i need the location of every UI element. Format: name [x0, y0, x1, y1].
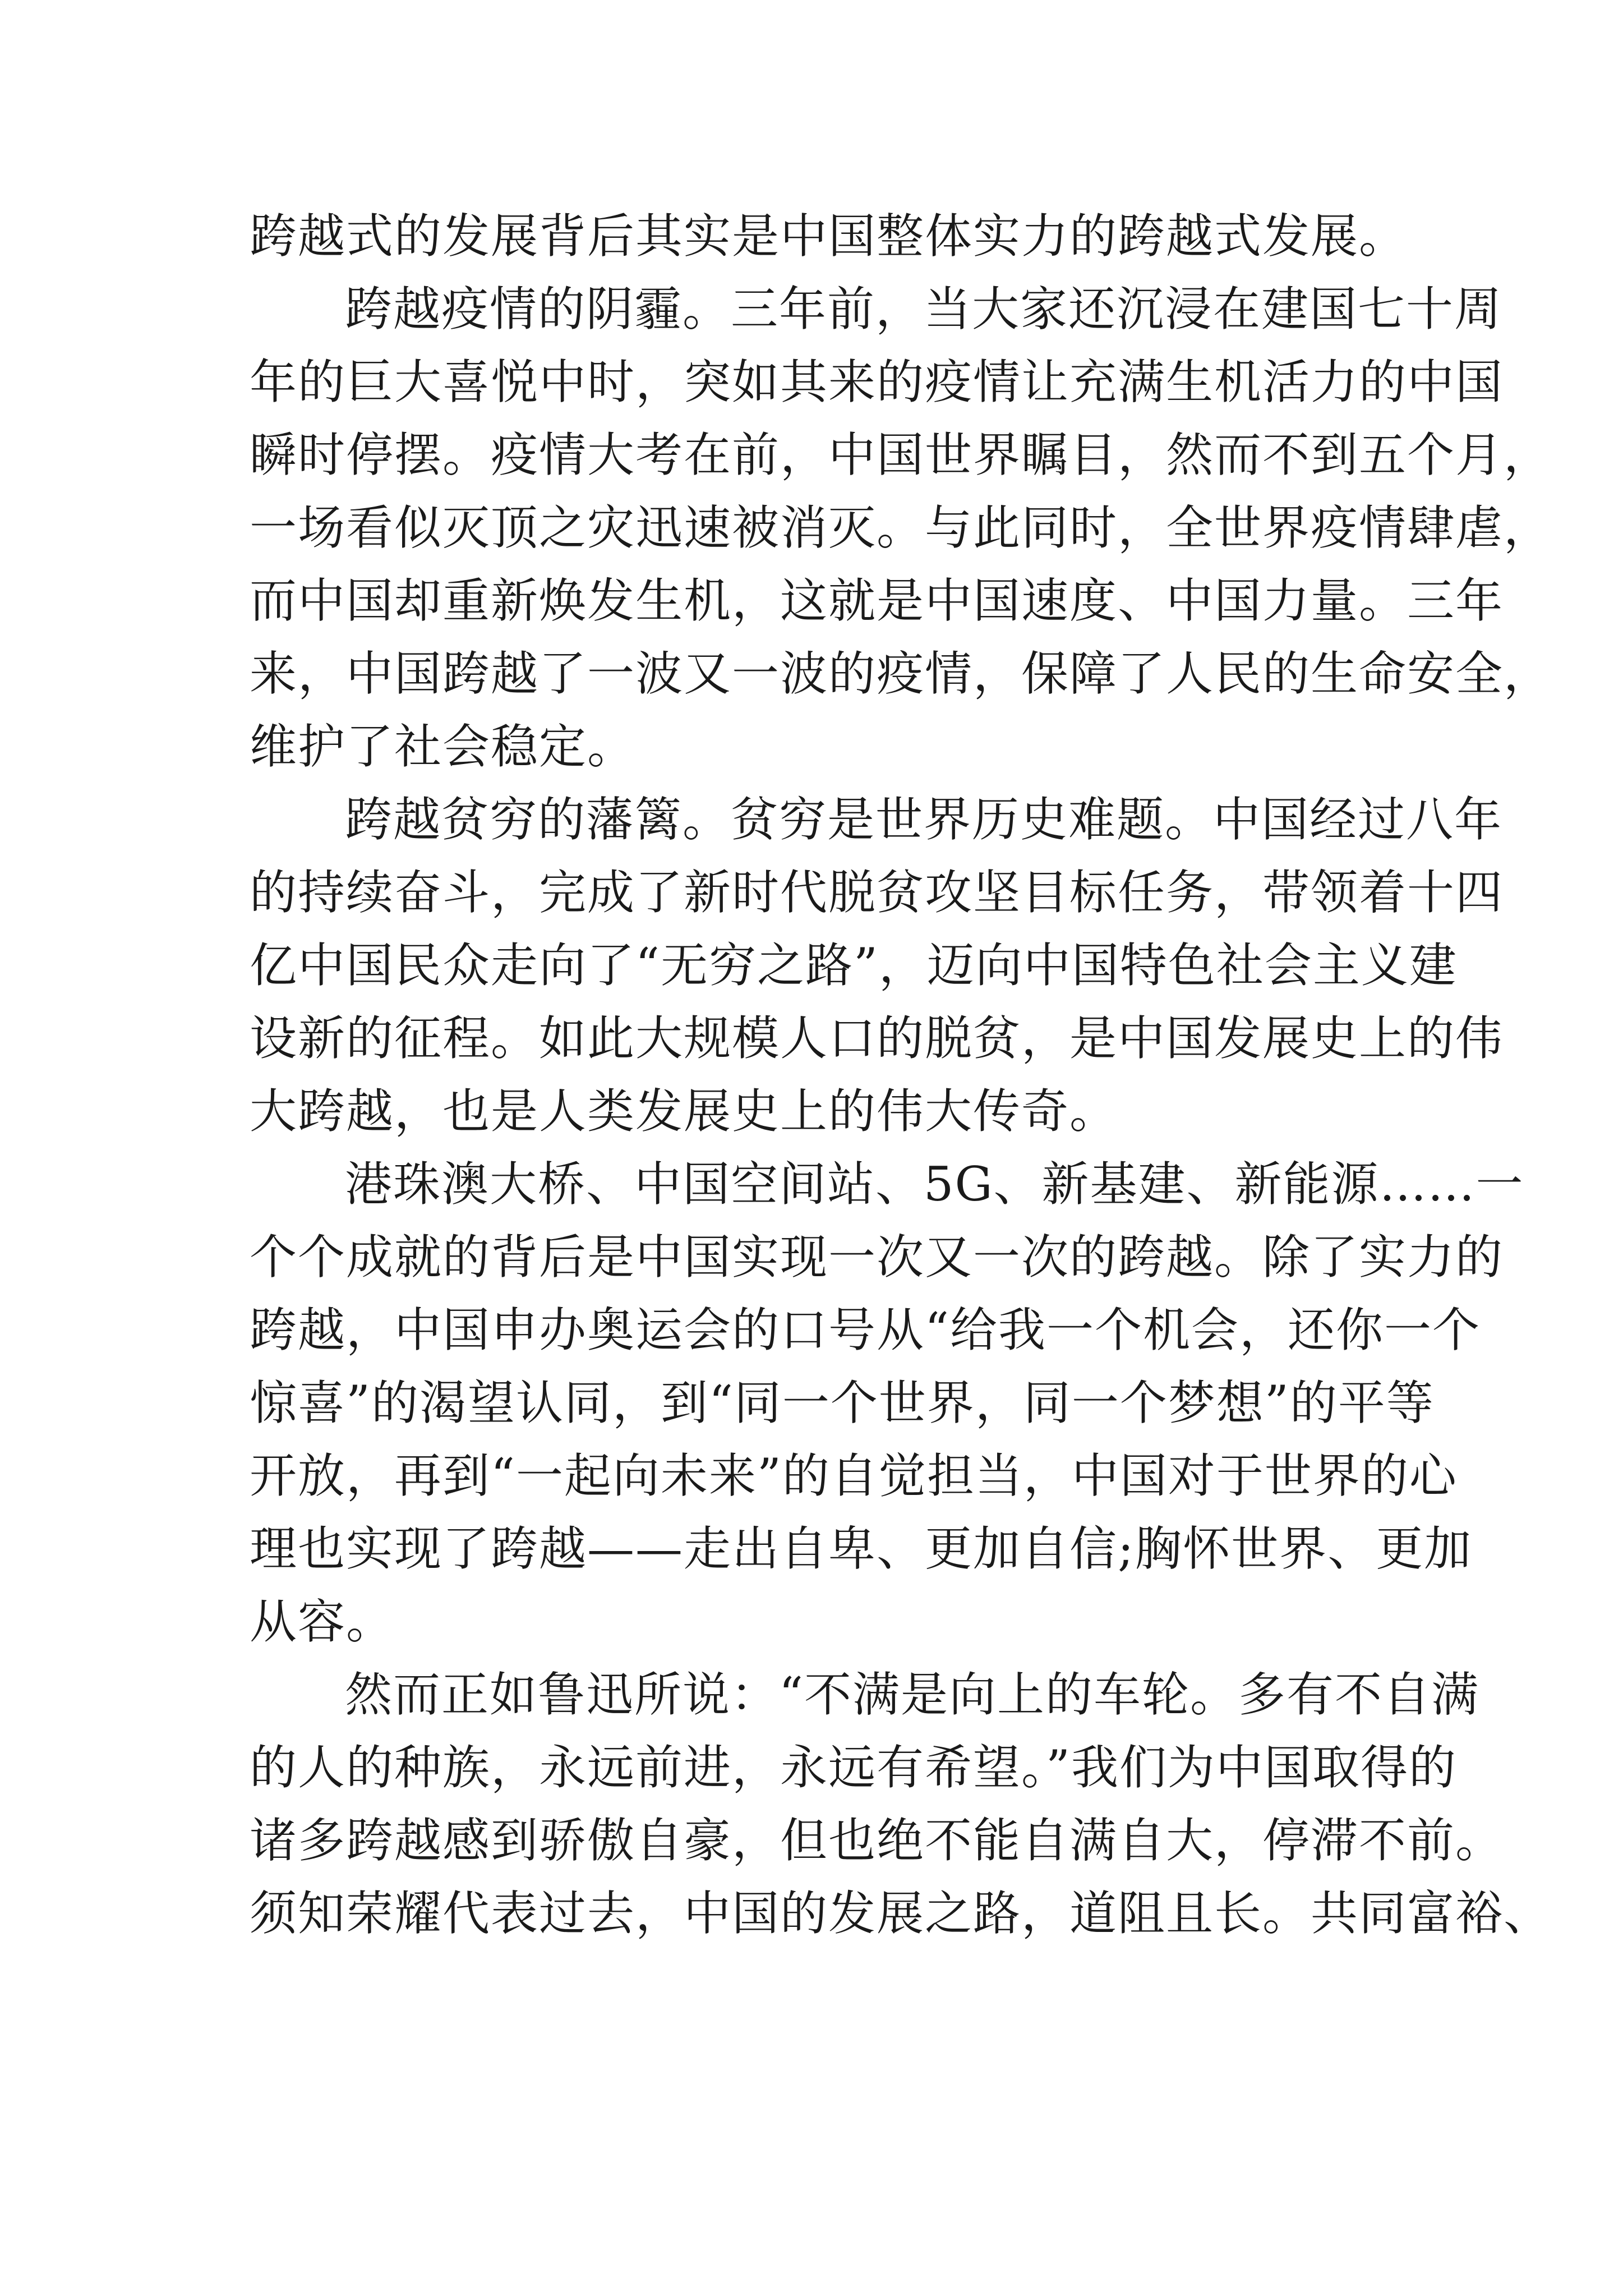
text-line: 大跨越，也是人类发展史上的伟大传奇。 — [250, 1084, 1118, 1139]
text-line: 的持续奋斗，完成了新时代脱贫攻坚目标任务，带领着十四 — [250, 865, 1504, 920]
text-line: 的人的种族，永远前进，永远有希望。”我们为中国取得的 — [250, 1740, 1457, 1795]
text-line: 维护了社会稳定。 — [250, 719, 636, 774]
text-line: 个个成就的背后是中国实现一次又一次的跨越。除了实力的 — [250, 1230, 1504, 1285]
text-line: 瞬时停摆。疫情大考在前，中国世界瞩目，然而不到五个月， — [250, 427, 1552, 482]
text-line: 跨越式的发展背后其实是中国整体实力的跨越式发展。 — [250, 209, 1408, 264]
text-line: 一场看似灭顶之灾迅速被消灭。与此同时，全世界疫情肆虐， — [250, 500, 1552, 555]
text-line: 开放，再到“一起向未来”的自觉担当，中国对于世界的心 — [250, 1448, 1458, 1503]
text-line: 理也实现了跨越——走出自卑、更加自信;胸怀世界、更加 — [250, 1521, 1473, 1576]
text-line: 亿中国民众走向了“无穷之路”，迈向中国特色社会主义建 — [250, 938, 1458, 993]
paragraph-first-line: 跨越疫情的阴霾。三年前，当大家还沉浸在建国七十周 — [345, 282, 1503, 337]
text-line: 来，中国跨越了一波又一波的疫情，保障了人民的生命安全， — [250, 646, 1552, 701]
paragraph-first-line: 然而正如鲁迅所说：“不满是向上的车轮。多有不自满 — [345, 1667, 1479, 1722]
paragraph-first-line: 港珠澳大桥、中国空间站、5G、新基建、新能源……一 — [345, 1157, 1524, 1212]
text-line: 诸多跨越感到骄傲自豪，但也绝不能自满自大，停滞不前。 — [250, 1813, 1504, 1868]
essay-body — [250, 200, 1552, 1950]
text-line: 设新的征程。如此大规模人口的脱贫，是中国发展史上的伟 — [250, 1011, 1504, 1066]
text-line: 惊喜”的渴望认同，到“同一个世界，同一个梦想”的平等 — [250, 1375, 1435, 1430]
text-line: 从容。 — [250, 1594, 395, 1649]
text-line: 须知荣耀代表过去，中国的发展之路，道阻且长。共同富裕、 — [250, 1886, 1552, 1941]
text-line: 跨越，中国申办奥运会的口号从“给我一个机会，还你一个 — [250, 1303, 1481, 1358]
text-line: 而中国却重新焕发生机，这就是中国速度、中国力量。三年 — [250, 573, 1504, 628]
paragraph-first-line: 跨越贫穷的藩篱。贫穷是世界历史难题。中国经过八年 — [345, 792, 1503, 847]
text-line: 年的巨大喜悦中时，突如其来的疫情让充满生机活力的中国 — [250, 355, 1504, 409]
